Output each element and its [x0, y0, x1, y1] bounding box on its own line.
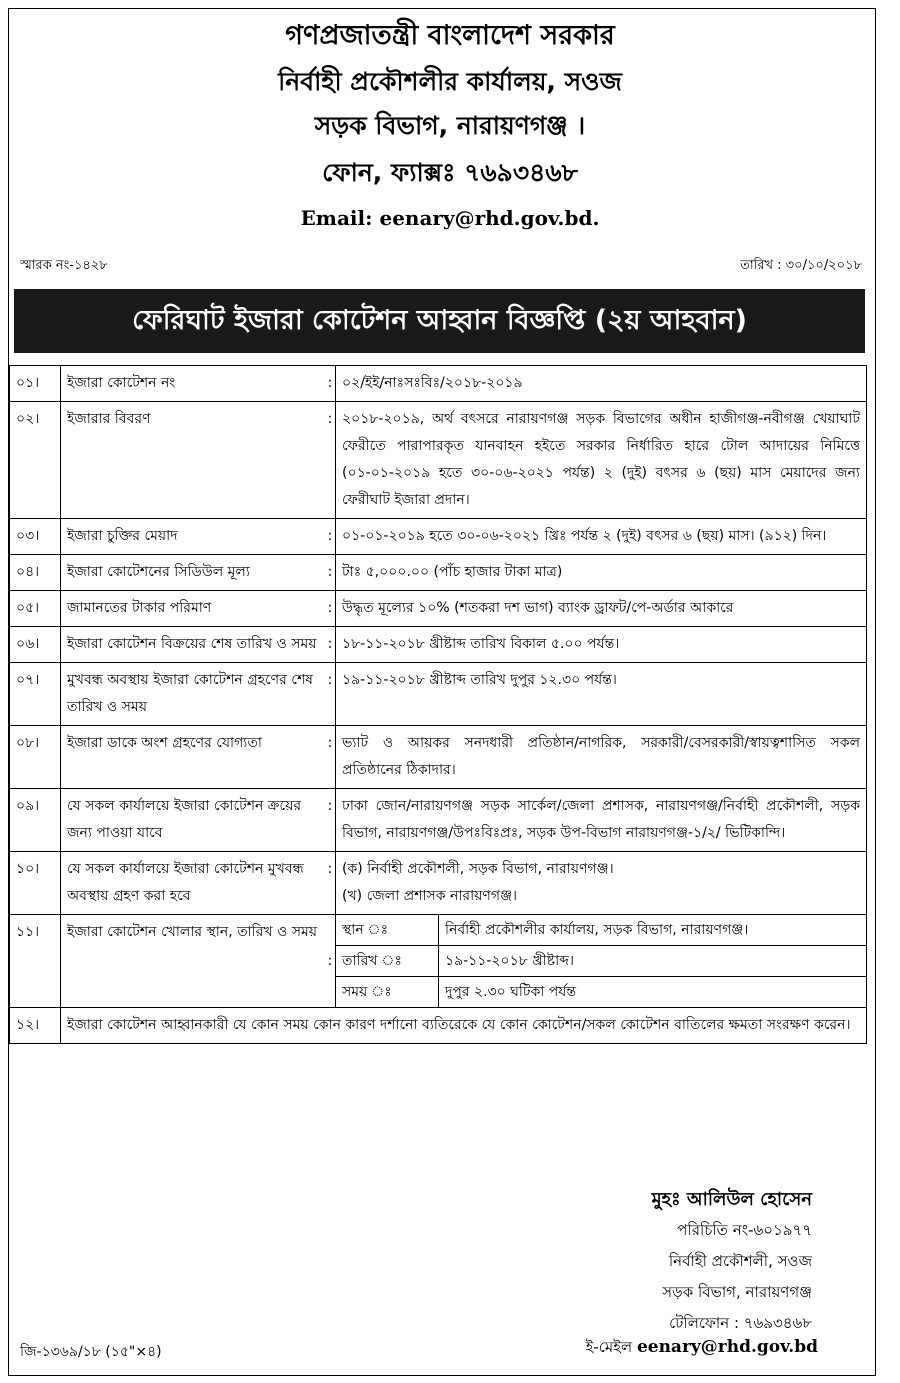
row-value: ঢাকা জোন/নারায়ণগঞ্জ সড়ক সার্কেল/জেলা প্রশাসক, নারায়ণগঞ্জ/নির্বাহী প্রকৌশলী, সড়ক বিভাগ, নারায়ণগঞ্জ/উপঃবিঃপ্রঃ, সড়ক উপ-বিভাগ নারায়ণগঞ্জ-১/২/ ভিটিকান্দি। [336, 789, 867, 852]
detail-key: সময় ঃ [336, 977, 439, 1008]
row-label: ইজারা ডাকে অংশ গ্রহণের যোগ্যতা [61, 726, 326, 789]
row-value: ০১-০১-২০১৯ হতে ৩০-০৬-২০২১ খ্রিঃ পর্যন্ত ২ (দুই) বৎসর ৬ (ছয়) মাস। (৯১২) দিন। [336, 519, 867, 555]
table-row [10, 726, 867, 789]
colon: : [325, 663, 336, 726]
row-label: ইজারার বিবরণ [61, 402, 326, 519]
office-title: নির্বাহী প্রকৌশলীর কার্যালয়, সওজ [278, 67, 622, 96]
detail-key: স্থান ঃ [336, 915, 439, 946]
row-number: ০৯। [10, 789, 61, 852]
row-number: ০৩। [10, 519, 61, 555]
row-number: ০২। [10, 402, 61, 519]
row-value: টাঃ ৫,০০০.০০ (পাঁচ হাজার টাকা মাত্র) [336, 555, 867, 591]
row-value: ১৯-১১-২০১৮ খ্রীষ্টাব্দ তারিখ দুপুর ১২.৩০ পর্যন্ত। [336, 663, 867, 726]
row-label: ইজারা কোটেশন খোলার স্থান, তারিখ ও সময় [61, 915, 326, 1008]
colon: : [325, 627, 336, 663]
table-row [10, 789, 867, 852]
row-value: ১৮-১১-২০১৮ খ্রীষ্টাব্দ তারিখ বিকাল ৫.০০ পর্যন্ত। [336, 627, 867, 663]
table-row [10, 366, 867, 402]
colon: : [325, 402, 336, 519]
office-option-a: (ক) নির্বাহী প্রকৌশলী, সড়ক বিভাগ, নারায়ণগঞ্জ। [342, 861, 614, 877]
colon: : [325, 591, 336, 627]
colon: : [325, 915, 336, 1008]
row-value: ভ্যাট ও আয়কর সনদধারী প্রতিষ্ঠান/নাগরিক, সরকারী/বেসরকারী/স্বায়ত্বশাসিত সকল প্রতিষ্ঠানের ঠিকাদার। [336, 726, 867, 789]
colon: : [325, 726, 336, 789]
row-value [336, 852, 867, 915]
table-row [10, 1008, 867, 1044]
row-number: ০১। [10, 366, 61, 402]
notice-title-banner: ফেরিঘাট ইজারা কোটেশন আহ্বান বিজ্ঞপ্তি (২য় আহবান) [14, 289, 865, 353]
header-email: Email: eenary@rhd.gov.bd. [300, 206, 600, 230]
letterhead [0, 12, 900, 238]
detail-row [336, 977, 866, 1008]
colon: : [325, 555, 336, 591]
row-label: ইজারা কোটেশন বিক্রয়ের শেষ তারিখ ও সময় [61, 627, 326, 663]
detail-key: তারিখ ঃ [336, 946, 439, 977]
opening-details-table [336, 915, 866, 1007]
phone-fax: ফোন, ফ্যাক্সঃ ৭৬৯৩৪৬৮ [322, 158, 578, 187]
row-number: ১২। [10, 1008, 61, 1044]
row-value: ০২/ইই/নাঃসঃবিঃ/২০১৮-২০১৯ [336, 366, 867, 402]
row-label: ইজারা কোটেশন নং [61, 366, 326, 402]
row-label: ইজারা কোটেশনের সিডিউল মূল্য [61, 555, 326, 591]
row-number: ০৫। [10, 591, 61, 627]
memo-number: স্মারক নং-১৪২৮ [20, 258, 108, 273]
row-label: যে সকল কার্যালয়ে ইজারা কোটেশন ক্রয়ের জন্য পাওয়া যাবে [61, 789, 326, 852]
signatory-name: মুহঃ আলিউল হোসেন [651, 1189, 812, 1210]
table-row [10, 627, 867, 663]
print-code: জি-১৩৬৯/১৮ (১৫"×৪) [20, 1344, 162, 1360]
colon: : [325, 852, 336, 915]
row-number: ০৬। [10, 627, 61, 663]
table-row [10, 555, 867, 591]
table-row [10, 663, 867, 726]
colon: : [325, 789, 336, 852]
table-row [10, 591, 867, 627]
govt-title: গণপ্রজাতন্ত্রী বাংলাদেশ সরকার [285, 20, 615, 51]
row-label: ইজারা চুক্তির মেয়াদ [61, 519, 326, 555]
row-value: উদ্ধৃত মূল্যের ১০% (শতকরা দশ ভাগ) ব্যাংক ড্রাফট/পে-অর্ডার আকারে [336, 591, 867, 627]
row-value: ২০১৮-২০১৯, অর্থ বৎসরে নারায়ণগঞ্জ সড়ক বিভাগের অধীন হাজীগঞ্জ-নবীগঞ্জ খেয়াঘাট ফেরীতে পারাপারকৃত যানবাহন হইতে সরকার নির্ধারিত হারে টোল আদায়ের নিমিত্তে (০১-০১-২০১৯ হতে ৩০-০৬-২০২১ পর্যন্ত) ২ (দুই) বৎসর ৬ (ছয়) মাস মেয়াদের জন্য ফেরীঘাট ইজারা প্রদান। [336, 402, 867, 519]
signatory-phone: টেলিফোন : ৭৬৯৩৪৬৮ [669, 1314, 812, 1332]
row-label: যে সকল কার্যালয়ে ইজারা কোটেশন মুখবন্ধ অবস্থায় গ্রহণ করা হবে [61, 852, 326, 915]
detail-row [336, 946, 866, 977]
row-number: ০৭। [10, 663, 61, 726]
office-option-b: (খ) জেলা প্রশাসক নারায়ণগঞ্জ। [342, 888, 518, 904]
email-label: ই-মেইল [585, 1338, 633, 1356]
division-title: সড়ক বিভাগ, নারায়ণগঞ্জ । [314, 111, 586, 140]
signatory-id: পরিচিতি নং-৬০১৯৭৭ [677, 1221, 812, 1239]
table-row [10, 852, 867, 915]
notice-table [9, 365, 867, 1044]
colon: : [325, 366, 336, 402]
row-number: ১০। [10, 852, 61, 915]
row-number: ১১। [10, 915, 61, 1008]
signatory-title: নির্বাহী প্রকৌশলী, সওজ [668, 1252, 812, 1270]
detail-row [336, 915, 866, 946]
row-label: জামানতের টাকার পরিমাণ [61, 591, 326, 627]
detail-value: দুপুর ২.৩০ ঘটিকা পর্যন্ত [439, 977, 867, 1008]
footer-email [586, 1336, 818, 1361]
detail-value: ১৯-১১-২০১৮ খ্রীষ্টাব্দ। [439, 946, 867, 977]
signature-block [652, 1184, 812, 1339]
email-address: eenary@rhd.gov.bd [636, 1337, 818, 1357]
row-label: মুখবন্ধ অবস্থায় ইজারা কোটেশন গ্রহণের শেষ তারিখ ও সময় [61, 663, 326, 726]
detail-value: নির্বাহী প্রকৌশলীর কার্যালয়, সড়ক বিভাগ, নারায়ণগঞ্জ। [439, 915, 867, 946]
signatory-office: সড়ক বিভাগ, নারায়ণগঞ্জ [662, 1283, 812, 1301]
row-number: ০৪। [10, 555, 61, 591]
table-row [10, 519, 867, 555]
table-row [10, 402, 867, 519]
colon: : [325, 519, 336, 555]
opening-details [336, 915, 867, 1008]
row-value: ইজারা কোটেশন আহ্বানকারী যে কোন সময় কোন কারণ দর্শানো ব্যতিরেকে যে কোন কোটেশন/সকল কোটেশন বাতিলের ক্ষমতা সংরক্ষণ করেন। [61, 1008, 867, 1044]
row-number: ০৮। [10, 726, 61, 789]
memo-date: তারিখ : ৩০/১০/২০১৮ [740, 258, 862, 273]
table-row [10, 915, 867, 1008]
